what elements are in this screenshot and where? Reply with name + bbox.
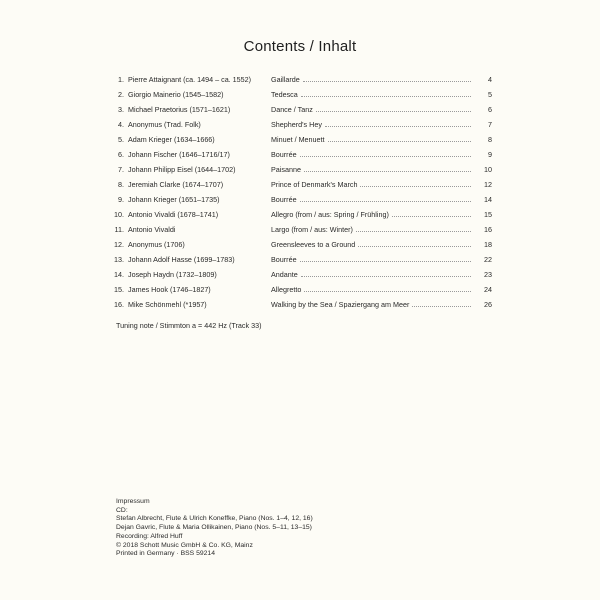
toc-piece	[271, 162, 471, 177]
toc-piece-title: Dance / Tanz	[271, 102, 315, 117]
toc-row	[108, 297, 492, 312]
toc-page-number: 7	[488, 120, 492, 129]
dot-leader	[303, 72, 471, 82]
toc-composer: Joseph Haydn (1732–1809)	[128, 270, 217, 279]
toc-piece-title: Shepherd's Hey	[271, 117, 324, 132]
toc-piece	[271, 282, 471, 297]
toc-row	[108, 267, 492, 282]
toc-composer: Mike Schönmehl (*1957)	[128, 300, 207, 309]
toc-piece-title: Allegretto	[271, 282, 303, 297]
toc-composer: Johann Fischer (1646–1716/17)	[128, 150, 230, 159]
toc-composer: Johann Adolf Hasse (1699–1783)	[128, 255, 235, 264]
toc-piece	[271, 117, 471, 132]
impressum-line: © 2018 Schott Music GmbH & Co. KG, Mainz	[116, 541, 253, 549]
toc-row	[108, 207, 492, 222]
toc-composer: Antonio Vivaldi (1678–1741)	[128, 210, 219, 219]
toc-page-number: 10	[484, 165, 492, 174]
toc-piece-title: Prince of Denmark's March	[271, 177, 359, 192]
toc-row	[108, 147, 492, 162]
toc-piece	[271, 102, 471, 117]
toc-row	[108, 117, 492, 132]
toc-number: 6.	[118, 150, 124, 159]
toc-piece-title: Allegro (from / aus: Spring / Frühling)	[271, 207, 391, 222]
toc-page-number: 8	[488, 135, 492, 144]
toc-piece-title: Andante	[271, 267, 300, 282]
toc-number: 15.	[114, 285, 124, 294]
toc-page-number: 5	[488, 90, 492, 99]
toc-composer: Anonymus (1706)	[128, 240, 185, 249]
toc-number: 14.	[114, 270, 124, 279]
toc-composer: Johann Philipp Eisel (1644–1702)	[128, 165, 236, 174]
dot-leader	[358, 237, 471, 247]
dot-leader	[316, 102, 471, 112]
dot-leader	[304, 282, 471, 292]
toc-row	[108, 162, 492, 177]
impressum-heading: Impressum	[116, 498, 150, 505]
toc-number: 9.	[118, 195, 124, 204]
toc-number: 12.	[114, 240, 124, 249]
dot-leader	[325, 117, 471, 127]
toc-piece	[271, 252, 471, 267]
toc-page-number: 18	[484, 240, 492, 249]
toc-page-number: 16	[484, 225, 492, 234]
page-title: Contents / Inhalt	[243, 38, 357, 55]
dot-leader	[300, 252, 471, 262]
toc-page-number: 22	[484, 255, 492, 264]
toc-composer: Pierre Attaignant (ca. 1494 – ca. 1552)	[128, 75, 252, 84]
toc-piece-title: Greensleeves to a Ground	[271, 237, 357, 252]
toc-composer: Jeremiah Clarke (1674–1707)	[128, 180, 224, 189]
impressum-line: Dejan Gavric, Flute & Maria Ollikainen, Piano (Nos. 5–11, 13–15)	[116, 524, 312, 532]
toc-piece	[271, 192, 471, 207]
toc-composer: Michael Praetorius (1571–1621)	[128, 105, 231, 114]
toc-page-number: 4	[488, 75, 492, 84]
toc-piece-title: Tedesca	[271, 87, 300, 102]
toc-row	[108, 237, 492, 252]
toc-piece	[271, 87, 471, 102]
toc-row	[108, 282, 492, 297]
toc-number: 4.	[118, 120, 124, 129]
dot-leader	[412, 297, 471, 307]
toc-number: 10.	[114, 210, 124, 219]
dot-leader	[301, 87, 471, 97]
impressum-line: Stefan Albrecht, Flute & Ulrich Koneffke, Piano (Nos. 1–4, 12, 16)	[116, 515, 313, 523]
toc-row	[108, 252, 492, 267]
toc-composer: Antonio Vivaldi	[128, 225, 176, 234]
tuning-note: Tuning note / Stimmton a = 442 Hz (Track 33)	[116, 321, 262, 330]
toc-page-number: 23	[484, 270, 492, 279]
toc-page-number: 12	[484, 180, 492, 189]
toc-row	[108, 102, 492, 117]
toc-page-number: 15	[484, 210, 492, 219]
toc-piece	[271, 237, 471, 252]
toc-piece-title: Bourrée	[271, 192, 299, 207]
contents-table	[108, 72, 492, 312]
toc-page-number: 9	[488, 150, 492, 159]
toc-composer: Johann Krieger (1651–1735)	[128, 195, 220, 204]
toc-number: 2.	[118, 90, 124, 99]
toc-piece-title: Gaillarde	[271, 72, 302, 87]
dot-leader	[300, 192, 471, 202]
toc-number: 16.	[114, 300, 124, 309]
toc-composer: Giorgio Mainerio (1545–1582)	[128, 90, 224, 99]
impressum-line: CD:	[116, 506, 128, 514]
toc-number: 11.	[114, 225, 124, 234]
toc-piece	[271, 72, 471, 87]
toc-piece	[271, 132, 471, 147]
impressum-line: Recording: Alfred Huff	[116, 532, 183, 540]
toc-page-number: 6	[488, 105, 492, 114]
toc-page-number: 14	[484, 195, 492, 204]
toc-number: 1.	[118, 75, 124, 84]
toc-page-number: 26	[484, 300, 492, 309]
impressum	[116, 498, 313, 559]
toc-composer: James Hook (1746–1827)	[128, 285, 211, 294]
dot-leader	[328, 132, 471, 142]
toc-piece-title: Bourrée	[271, 252, 299, 267]
toc-piece	[271, 222, 471, 237]
toc-piece	[271, 207, 471, 222]
toc-number: 13.	[114, 255, 124, 264]
toc-number: 5.	[118, 135, 124, 144]
dot-leader	[300, 147, 471, 157]
impressum-line: Printed in Germany · BSS 59214	[116, 550, 215, 558]
toc-row	[108, 192, 492, 207]
dot-leader	[304, 162, 471, 172]
dot-leader	[356, 222, 471, 232]
dot-leader	[392, 207, 471, 217]
toc-composer: Adam Krieger (1634–1666)	[128, 135, 215, 144]
toc-piece-title: Largo (from / aus: Winter)	[271, 222, 355, 237]
toc-row	[108, 177, 492, 192]
toc-piece-title: Bourrée	[271, 147, 299, 162]
toc-row	[108, 72, 492, 87]
dot-leader	[301, 267, 471, 277]
toc-piece	[271, 147, 471, 162]
toc-piece-title: Paisanne	[271, 162, 303, 177]
toc-number: 7.	[118, 165, 124, 174]
toc-composer: Anonymus (Trad. Folk)	[128, 120, 201, 129]
toc-number: 8.	[118, 180, 124, 189]
toc-row	[108, 87, 492, 102]
toc-piece-title: Walking by the Sea / Spaziergang am Meer	[271, 297, 411, 312]
dot-leader	[360, 177, 471, 187]
toc-page-number: 24	[484, 285, 492, 294]
toc-piece-title: Minuet / Menuett	[271, 132, 327, 147]
toc-piece	[271, 267, 471, 282]
toc-number: 3.	[118, 105, 124, 114]
toc-row	[108, 222, 492, 237]
toc-piece	[271, 177, 471, 192]
toc-piece	[271, 297, 471, 312]
toc-row	[108, 132, 492, 147]
